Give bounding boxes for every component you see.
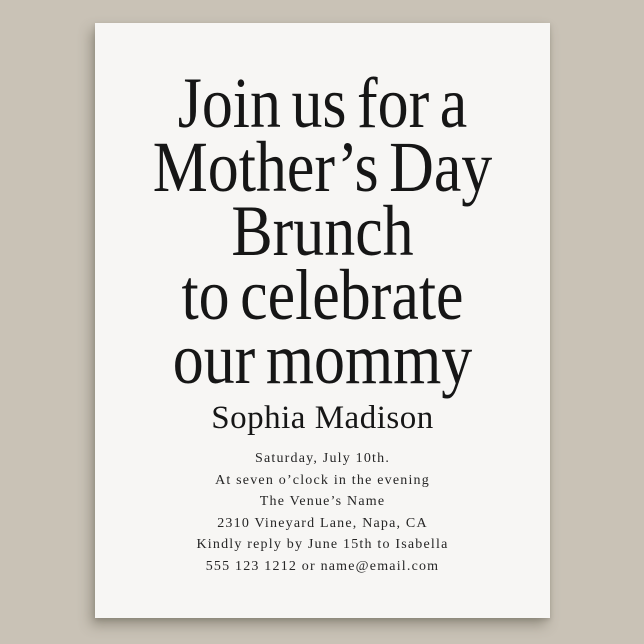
honoree-name: Sophia Madison <box>211 400 434 436</box>
event-date-line: Saturday, July 10th. <box>254 451 391 466</box>
contact-line: 555 123 1212 or name@email.com <box>205 558 440 574</box>
headline-line: Mother’s Day <box>152 127 493 207</box>
invitation-card <box>95 23 550 618</box>
event-details <box>95 448 550 577</box>
headline-line: Join us for a <box>177 63 468 143</box>
venue-address-line: 2310 Vineyard Lane, Napa, CA <box>217 515 428 531</box>
headline-line: to celebrate <box>181 255 464 335</box>
headline-line: our mommy <box>172 319 473 399</box>
event-time-line: At seven o’clock in the evening <box>215 472 430 488</box>
rsvp-line: Kindly reply by June 15th to Isabella <box>196 537 449 552</box>
headline <box>127 63 518 399</box>
venue-name-line: The Venue’s Name <box>259 494 386 509</box>
headline-line: Brunch <box>231 191 414 271</box>
